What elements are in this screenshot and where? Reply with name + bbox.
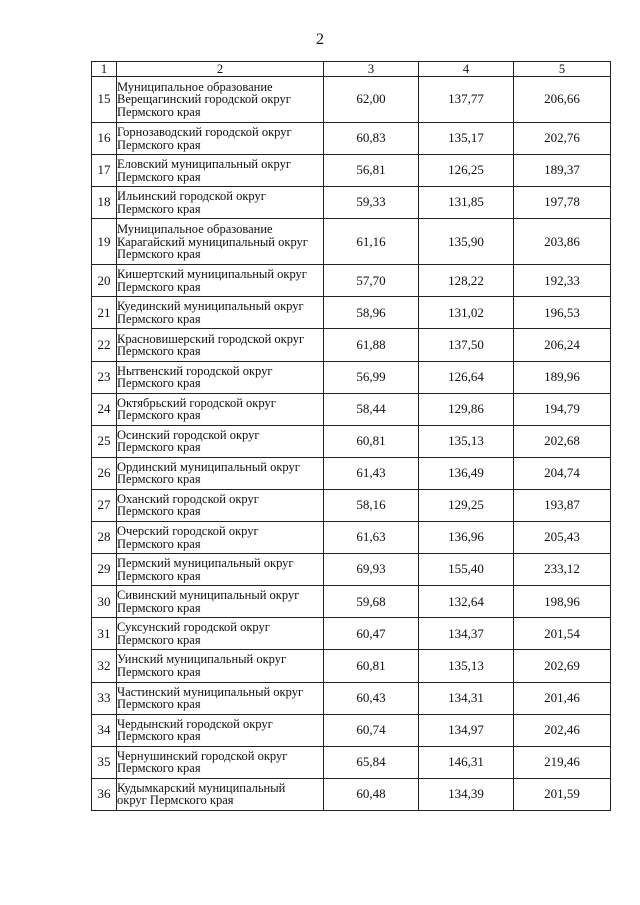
value-col-3: 58,96 xyxy=(324,297,419,329)
value-col-5: 201,54 xyxy=(514,618,611,650)
value-col-5: 192,33 xyxy=(514,265,611,297)
row-number: 29 xyxy=(92,554,117,586)
municipality-name: Чердынский городской округ Пермского края xyxy=(117,714,324,746)
value-col-3: 62,00 xyxy=(324,77,419,123)
table-row xyxy=(92,714,611,746)
value-col-5: 202,69 xyxy=(514,650,611,682)
value-col-3: 60,81 xyxy=(324,425,419,457)
table-row xyxy=(92,219,611,265)
value-col-5: 206,66 xyxy=(514,77,611,123)
table-row xyxy=(92,650,611,682)
value-col-5: 202,46 xyxy=(514,714,611,746)
municipality-name: Оханский городской округ Пермского края xyxy=(117,489,324,521)
municipality-name: Уинский муниципальный округ Пермского края xyxy=(117,650,324,682)
value-col-4: 136,49 xyxy=(419,457,514,489)
value-col-4: 135,17 xyxy=(419,123,514,155)
value-col-3: 60,43 xyxy=(324,682,419,714)
table-row xyxy=(92,746,611,778)
row-number: 22 xyxy=(92,329,117,361)
row-number: 31 xyxy=(92,618,117,650)
value-col-4: 131,02 xyxy=(419,297,514,329)
municipality-name: Октябрьский городской округ Пермского края xyxy=(117,393,324,425)
value-col-4: 126,25 xyxy=(419,155,514,187)
value-col-5: 233,12 xyxy=(514,554,611,586)
table-row xyxy=(92,554,611,586)
table-row xyxy=(92,522,611,554)
value-col-3: 56,81 xyxy=(324,155,419,187)
value-col-3: 69,93 xyxy=(324,554,419,586)
value-col-3: 61,16 xyxy=(324,219,419,265)
value-col-5: 189,96 xyxy=(514,361,611,393)
value-col-5: 219,46 xyxy=(514,746,611,778)
row-number: 20 xyxy=(92,265,117,297)
value-col-4: 129,25 xyxy=(419,489,514,521)
table-row xyxy=(92,586,611,618)
value-col-3: 56,99 xyxy=(324,361,419,393)
data-table xyxy=(91,61,611,811)
row-number: 27 xyxy=(92,489,117,521)
table-row xyxy=(92,77,611,123)
value-col-3: 60,48 xyxy=(324,778,419,810)
value-col-4: 136,96 xyxy=(419,522,514,554)
row-number: 18 xyxy=(92,187,117,219)
value-col-4: 129,86 xyxy=(419,393,514,425)
value-col-3: 59,68 xyxy=(324,586,419,618)
row-number: 26 xyxy=(92,457,117,489)
row-number: 35 xyxy=(92,746,117,778)
table-row xyxy=(92,123,611,155)
value-col-5: 201,46 xyxy=(514,682,611,714)
page-number: 2 xyxy=(316,31,324,48)
value-col-3: 60,47 xyxy=(324,618,419,650)
row-number: 36 xyxy=(92,778,117,810)
municipality-name: Муниципальное образование Верещагинский городской округ Пермского края xyxy=(117,77,324,123)
value-col-4: 146,31 xyxy=(419,746,514,778)
table-row xyxy=(92,155,611,187)
table-row xyxy=(92,682,611,714)
table-row xyxy=(92,425,611,457)
value-col-5: 201,59 xyxy=(514,778,611,810)
value-col-3: 60,74 xyxy=(324,714,419,746)
value-col-5: 194,79 xyxy=(514,393,611,425)
row-number: 17 xyxy=(92,155,117,187)
value-col-5: 206,24 xyxy=(514,329,611,361)
row-number: 28 xyxy=(92,522,117,554)
municipality-name: Еловский муниципальный округ Пермского края xyxy=(117,155,324,187)
row-number: 23 xyxy=(92,361,117,393)
table-row xyxy=(92,361,611,393)
municipality-name: Нытвенский городской округ Пермского края xyxy=(117,361,324,393)
value-col-4: 134,39 xyxy=(419,778,514,810)
value-col-4: 134,97 xyxy=(419,714,514,746)
municipality-name: Осинский городской округ Пермского края xyxy=(117,425,324,457)
municipality-name: Ординский муниципальный округ Пермского края xyxy=(117,457,324,489)
column-header-3: 3 xyxy=(324,62,419,77)
row-number: 34 xyxy=(92,714,117,746)
value-col-3: 60,81 xyxy=(324,650,419,682)
value-col-4: 135,13 xyxy=(419,425,514,457)
row-number: 19 xyxy=(92,219,117,265)
value-col-3: 58,16 xyxy=(324,489,419,521)
table-body xyxy=(92,77,611,811)
row-number: 21 xyxy=(92,297,117,329)
value-col-4: 131,85 xyxy=(419,187,514,219)
table-row xyxy=(92,778,611,810)
value-col-3: 60,83 xyxy=(324,123,419,155)
municipality-name: Куединский муниципальный округ Пермского края xyxy=(117,297,324,329)
value-col-5: 198,96 xyxy=(514,586,611,618)
municipality-name: Кишертский муниципальный округ Пермского края xyxy=(117,265,324,297)
row-number: 15 xyxy=(92,77,117,123)
municipality-name: Чернушинский городской округ Пермского края xyxy=(117,746,324,778)
municipality-name: Суксунский городской округ Пермского края xyxy=(117,618,324,650)
value-col-4: 134,31 xyxy=(419,682,514,714)
value-col-3: 61,63 xyxy=(324,522,419,554)
municipality-name: Кудымкарский муниципальный округ Пермского края xyxy=(117,778,324,810)
table-row xyxy=(92,329,611,361)
value-col-5: 193,87 xyxy=(514,489,611,521)
table-row xyxy=(92,393,611,425)
table-row xyxy=(92,618,611,650)
value-col-5: 202,68 xyxy=(514,425,611,457)
column-header-5: 5 xyxy=(514,62,611,77)
table-row xyxy=(92,457,611,489)
value-col-4: 137,77 xyxy=(419,77,514,123)
value-col-4: 132,64 xyxy=(419,586,514,618)
value-col-5: 205,43 xyxy=(514,522,611,554)
value-col-3: 61,88 xyxy=(324,329,419,361)
value-col-4: 135,90 xyxy=(419,219,514,265)
municipality-name: Муниципальное образование Карагайский муниципальный округ Пермского края xyxy=(117,219,324,265)
table-header-row xyxy=(92,62,611,77)
value-col-3: 59,33 xyxy=(324,187,419,219)
column-header-2: 2 xyxy=(117,62,324,77)
row-number: 32 xyxy=(92,650,117,682)
value-col-3: 58,44 xyxy=(324,393,419,425)
value-col-4: 126,64 xyxy=(419,361,514,393)
municipality-name: Очерский городской округ Пермского края xyxy=(117,522,324,554)
row-number: 33 xyxy=(92,682,117,714)
municipality-name: Сивинский муниципальный округ Пермского края xyxy=(117,586,324,618)
value-col-5: 203,86 xyxy=(514,219,611,265)
table-row xyxy=(92,265,611,297)
table-row xyxy=(92,489,611,521)
value-col-4: 155,40 xyxy=(419,554,514,586)
value-col-3: 61,43 xyxy=(324,457,419,489)
value-col-5: 189,37 xyxy=(514,155,611,187)
municipality-name: Пермский муниципальный округ Пермского края xyxy=(117,554,324,586)
row-number: 16 xyxy=(92,123,117,155)
value-col-5: 197,78 xyxy=(514,187,611,219)
municipality-name: Горнозаводский городской округ Пермского края xyxy=(117,123,324,155)
municipality-name: Красновишерский городской округ Пермского края xyxy=(117,329,324,361)
row-number: 25 xyxy=(92,425,117,457)
municipality-name: Ильинский городской округ Пермского края xyxy=(117,187,324,219)
table-row xyxy=(92,187,611,219)
value-col-5: 196,53 xyxy=(514,297,611,329)
value-col-4: 128,22 xyxy=(419,265,514,297)
row-number: 30 xyxy=(92,586,117,618)
column-header-1: 1 xyxy=(92,62,117,77)
table-row xyxy=(92,297,611,329)
value-col-3: 65,84 xyxy=(324,746,419,778)
value-col-4: 134,37 xyxy=(419,618,514,650)
value-col-4: 137,50 xyxy=(419,329,514,361)
municipality-name: Частинский муниципальный округ Пермского края xyxy=(117,682,324,714)
value-col-4: 135,13 xyxy=(419,650,514,682)
row-number: 24 xyxy=(92,393,117,425)
column-header-4: 4 xyxy=(419,62,514,77)
value-col-5: 204,74 xyxy=(514,457,611,489)
value-col-5: 202,76 xyxy=(514,123,611,155)
value-col-3: 57,70 xyxy=(324,265,419,297)
